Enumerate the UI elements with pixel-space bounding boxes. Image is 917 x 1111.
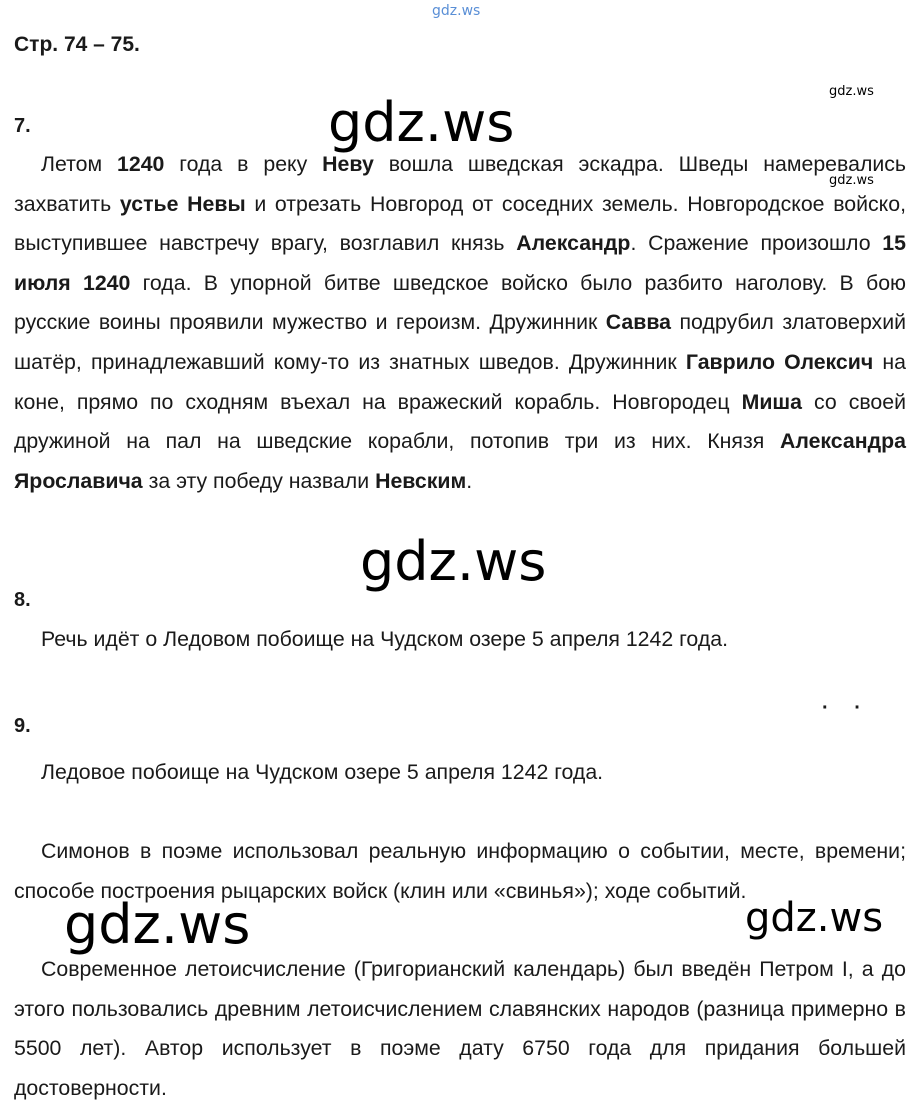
task-9-paragraph-3: Современное летоисчисление (Григорианский календарь) был введён Петром I, а до этого пользовались древним летоисчислением славянских народов (разница примерно в 5500 лет). Автор использует в поэме дату 6750 года для придания большей достоверности. [14, 957, 906, 1100]
task-9-paragraph-2: Симонов в поэме использовал реальную информацию о событии, месте, времени; способе построения рыцарских войск (клин или «свинья»); ходе событий. [14, 839, 906, 903]
text-run: вошла шведская эскадра. Шведы намеревались захватить [14, 152, 907, 216]
task-9-line-1: Ледовое побоище на Чудском озере 5 апреля 1242 года. [41, 760, 604, 784]
text-run: подрубил златоверхий шатёр, принадлежавший кому-то из знатных шведов. Дружинник [14, 310, 906, 374]
bold-term: Савва [605, 310, 672, 335]
decorative-dots: · · [822, 697, 871, 719]
page-reference: Стр. 74 – 75. [14, 33, 140, 56]
text-run: . Сражение произошло [630, 231, 883, 256]
watermark-medium: gdz.ws [745, 895, 884, 941]
task-7-text [14, 145, 906, 501]
text-run: года. В упорной битве шведское войско было разбито наголову. В бою русские воины проявили мужество и героизм. Дружинник [14, 270, 907, 335]
task-8-text: Речь идёт о Ледовом побоище на Чудском озере 5 апреля 1242 года. [41, 627, 729, 651]
task-number-7: 7. [14, 115, 31, 137]
bold-term: 1240 [117, 152, 165, 176]
bold-term: устье Невы [119, 191, 246, 216]
watermark-small: gdz.ws [829, 84, 874, 99]
text-run: года в реку [164, 152, 323, 176]
bold-term: Александра Ярославича [14, 429, 906, 493]
watermark-top: gdz.ws [432, 3, 481, 19]
bold-term: Гаврило Олексич [685, 349, 874, 374]
bold-term: Невским [375, 468, 467, 493]
text-run: Летом [41, 152, 118, 176]
watermark-small: gdz.ws [829, 173, 874, 188]
text-run: на коне, прямо по сходням въехал на вражеский корабль. Новгородец [14, 349, 907, 414]
watermark-large: gdz.ws [328, 91, 515, 154]
text-run: и отрезать Новгород от соседних земель. Новгородское войско, выступившее навстречу врагу, возглавил князь [14, 191, 906, 256]
bold-term: Миша [741, 389, 803, 414]
task-number-9: 9. [14, 715, 31, 737]
text-run: со своей дружиной на пал на шведские корабли, потопив три из них. Князя [14, 389, 907, 454]
bold-term: 15 июля 1240 [14, 231, 906, 295]
task-number-8: 8. [14, 589, 31, 611]
text-run: . [466, 468, 473, 493]
bold-term: Александр [516, 231, 631, 256]
bold-term: Неву [322, 152, 374, 176]
text-run: за эту победу назвали [142, 468, 376, 493]
watermark-large: gdz.ws [64, 893, 251, 956]
watermark-large: gdz.ws [360, 530, 547, 593]
